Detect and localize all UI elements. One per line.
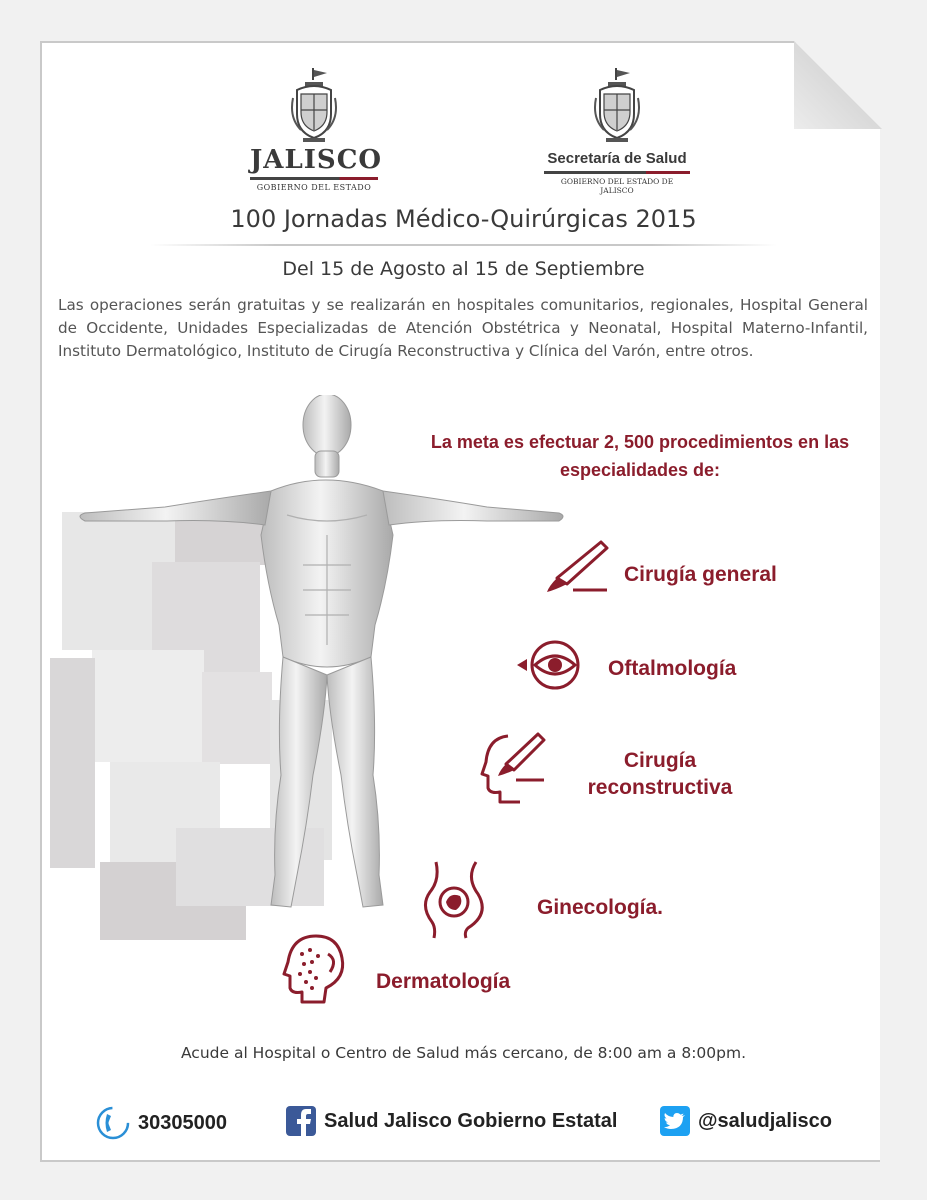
pregnant-belly-icon [420, 858, 490, 940]
twitter-contact[interactable] [660, 1106, 832, 1136]
page-title: 100 Jornadas Médico-Quirúrgicas 2015 [230, 205, 697, 233]
jalisco-divider [250, 177, 378, 180]
description-paragraph: Las operaciones serán gratuitas y se realizarán en hospitales comunitarios, regionales, Hospital General de Occidente, Unidades Especializadas de Atención Obstétrica y Neonatal, Hospital Materno-Infantil, Instituto Dermatológico, Instituto de Cirugía Reconstructiva y Clínica del Varón, entre otros. [58, 296, 868, 360]
date-range: Del 15 de Agosto al 15 de Septiembre [282, 258, 645, 280]
facebook-name: Salud Jalisco Gobierno Estatal [324, 1109, 618, 1132]
facebook-icon [286, 1106, 316, 1136]
facebook-contact[interactable] [286, 1106, 617, 1136]
jalisco-logo [250, 68, 383, 192]
secretaria-logo [544, 68, 690, 195]
twitter-handle: @saludjalisco [698, 1109, 832, 1132]
coat-of-arms-icon [594, 68, 640, 144]
specialty-cirugia-general: Cirugía general [624, 563, 777, 586]
specialty-cirugia-reconstructiva [560, 747, 760, 801]
specialty-dermatologia: Dermatología [376, 970, 511, 993]
goal-line-2: especialidades de: [559, 460, 721, 480]
phone-contact[interactable] [96, 1106, 227, 1140]
jalisco-name: JALISCO [250, 145, 383, 175]
face-scalpel-icon [480, 730, 550, 806]
reconstructiva-line-1: Cirugía [623, 749, 697, 772]
page-fold-corner [794, 41, 882, 129]
scalpel-icon [545, 538, 611, 594]
secretaria-divider [544, 171, 690, 174]
eye-icon [515, 639, 591, 691]
title-divider [150, 244, 777, 246]
phone-icon [96, 1106, 130, 1140]
visit-info: Acude al Hospital o Centro de Salud más cercano, de 8:00 am a 8:00pm. [180, 1044, 747, 1062]
reconstructiva-line-2: reconstructiva [587, 776, 733, 799]
face-dots-icon [282, 932, 350, 1006]
twitter-icon [660, 1106, 690, 1136]
jalisco-subtitle: GOBIERNO DEL ESTADO [256, 183, 372, 192]
secretaria-name: Secretaría de Salud [547, 150, 687, 167]
phone-number: 30305000 [138, 1111, 227, 1134]
specialty-oftalmologia: Oftalmología [608, 657, 737, 680]
coat-of-arms-icon [291, 68, 337, 144]
secretaria-subtitle: GOBIERNO DEL ESTADO DE JALISCO [560, 177, 674, 195]
specialty-ginecologia: Ginecología. [537, 896, 664, 919]
goal-line-1: La meta es efectuar 2, 500 procedimientos en las [430, 432, 850, 452]
goal-text [405, 428, 875, 484]
